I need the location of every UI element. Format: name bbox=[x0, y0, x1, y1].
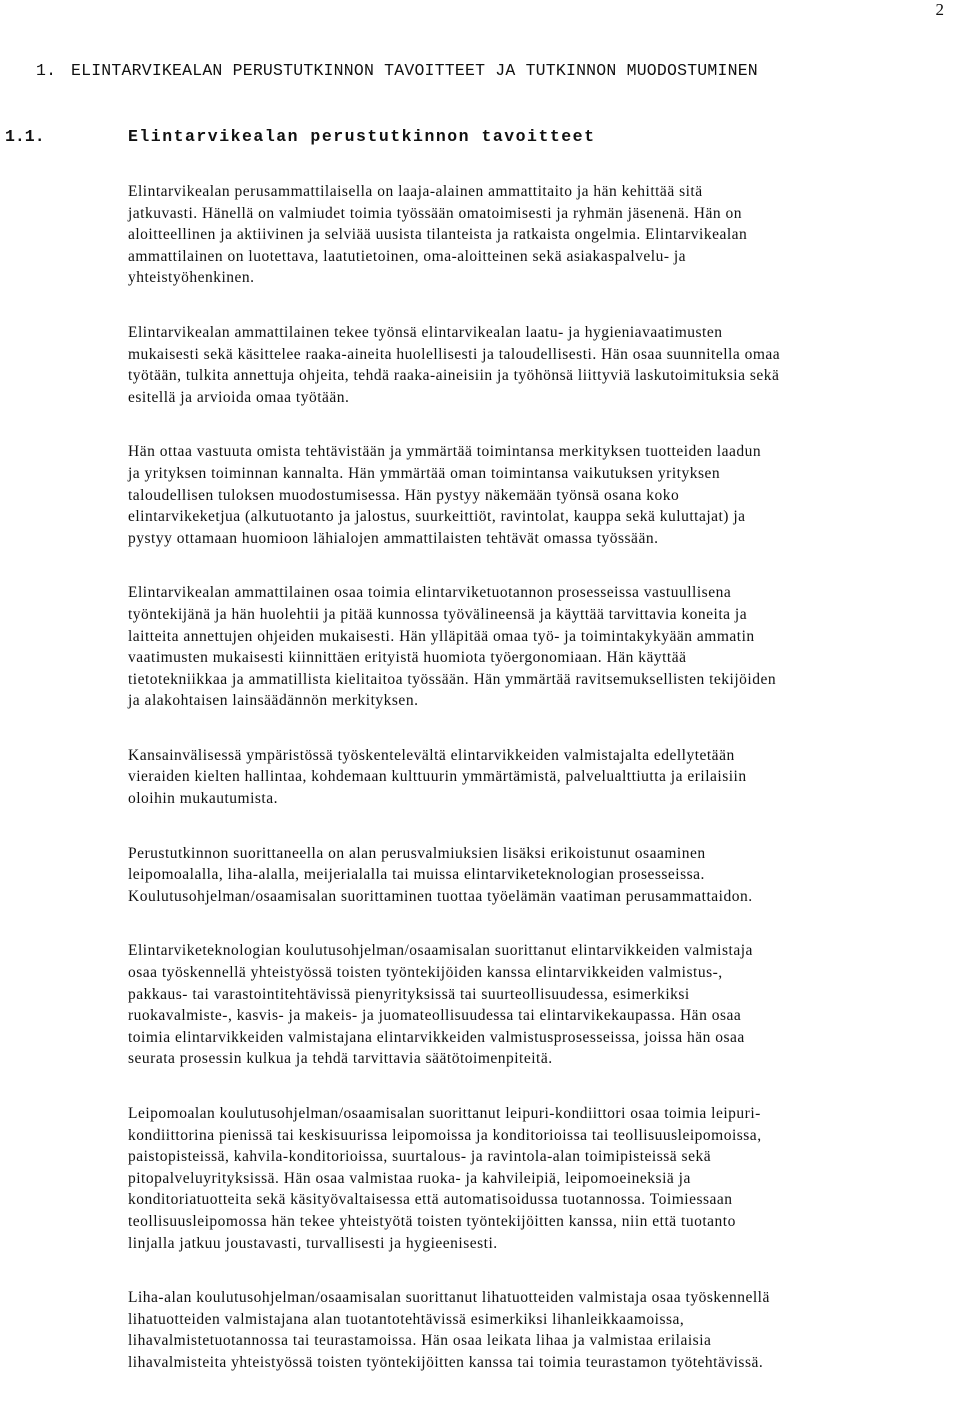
subsection-heading bbox=[5, 126, 595, 147]
paragraph-food-technology: Elintarviketeknologian koulutusohjelman/osaamisalan suorittanut elintarvikkeiden valmistaja osaa työskennellä yhteistyössä toisten työntekijöiden kanssa elintarvikkeiden valmistus-, pakkaus- tai varastointitehtävissä pienyrityksissä tai suurteollisuudessa, esimerkiksi ruokavalmiste-, kasvis- ja makeis- ja juomateollisuudessa tai elintarvikekaupassa. Hän osaa toimia elintarvikkeiden valmistajana elintarvikkeiden valmistusprosesseissa, joissa hän osaa seurata prosessin kulkua ja tehdä tarvittavia säätötoimenpiteitä. bbox=[128, 942, 753, 1068]
paragraph-quality-hygiene: Elintarvikealan ammattilainen tekee työnsä elintarvikealan laatu- ja hygieniavaatimusten mukaisesti sekä käsittelee raaka-aineita huolellisesti ja taloudellisesti. Hän osaa suunnitella omaa työtään, tulkita annettuja ohjeita, tehdä raaka-aineisiin ja työhönsä liittyviä laskutoimituksia sekä esitellä ja arvioida omaa työtään. bbox=[128, 323, 781, 406]
subsection-number: 1.1. bbox=[5, 127, 45, 146]
section-heading bbox=[36, 60, 896, 81]
page-number: 2 bbox=[935, 0, 944, 19]
subsection-title: Elintarvikealan perustutkinnon tavoitteet bbox=[128, 127, 596, 146]
paragraph-specialization: Perustutkinnon suorittaneella on alan perusvalmiuksien lisäksi erikoistunut osaaminen leipomoalalla, liha-alalla, meijerialalla tai muissa elintarviketeknologian prosesseissa. Koulutusohjelman/osaamisalan suorittaminen tuottaa työelämän vaatiman perusammattaidon. bbox=[128, 844, 753, 905]
paragraph-professional-skills: Elintarvikealan perusammattilaisella on laaja-alainen ammattitaito ja hän kehittää sitä jatkuvasti. Hänellä on valmiudet toimia työssään omatoimisesti ja ryhmän jäsenenä. Hän on aloitteellinen ja aktiivinen ja selviää uusista tilanteista ja ratkaista ongelmia. Elintarvikealan ammattilainen on luotettava, laatutietoinen, oma-aloitteinen sekä asiakaspalvelu- ja yhteistyöhenkinen. bbox=[128, 183, 748, 287]
paragraph-international: Kansainvälisessä ympäristössä työskentelevältä elintarvikkeiden valmistajalta edellytetään vieraiden kielten hallintaa, kohdemaan kulttuurin ymmärtämistä, palvelualttiutta ja erilaisiin oloihin mukautumista. bbox=[128, 746, 747, 808]
paragraph-meat: Liha-alan koulutusohjelman/osaamisalan suorittanut lihatuotteiden valmistaja osaa työskennellä lihatuotteiden valmistajana alan tuotantotehtävissä esimerkiksi lihanleikkaamoissa, lihavalmistetuotannossa tai teurastamoissa. Hän osaa leikata lihaa ja valmistaa erilaisia lihavalmisteita yhteistyössä toisten työntekijöitten kanssa tai toimia teurastamon työtehtävissä. bbox=[128, 1289, 770, 1371]
section-title: ELINTARVIKEALAN PERUSTUTKINNON TAVOITTEET JA TUTKINNON MUODOSTUMINEN bbox=[71, 61, 758, 80]
paragraph-production-processes: Elintarvikealan ammattilainen osaa toimia elintarviketuotannon prosesseissa vastuullisena työntekijänä ja hän huolehtii ja pitää kunnossa työvälineensä ja käyttää tarvittavia koneita ja laitteita annettujen ohjeiden mukaisesti. Hän ylläpitää omaa työ- ja toimintakykyään ammatin vaatimusten mukaisesti kiinnittäen erityistä huomiota työergonomiaan. Hän käyttää tietotekniikkaa ja ammatillista kielitaitoa työssään. Hän ymmärtää ravitsemuksellisten tekijöiden ja alakohtaisen lainsäädännön merkityksen. bbox=[128, 584, 777, 710]
document-body bbox=[128, 181, 954, 1407]
paragraph-responsibility: Hän ottaa vastuuta omista tehtävistään ja ymmärtää toimintansa merkityksen tuotteiden laadun ja yrityksen toiminnan kannalta. Hän ymmärtää oman toimintansa vaikutuksen yrityksen taloudellisen tuloksen muodostumisessa. Hän pystyy näkemään työnsä osana koko elintarvikeketjua (alkutuotanto ja jalostus, suurkeittiöt, ravintolat, kauppa sekä kuluttajat) ja pystyy ottamaan huomioon lähialojen ammattilaisten tehtävät omassa työssään. bbox=[128, 443, 762, 547]
section-number: 1. bbox=[36, 61, 57, 80]
paragraph-bakery: Leipomoalan koulutusohjelman/osaamisalan suorittanut leipuri-kondiittori osaa toimia leipuri- kondiittorina pienissä tai keskisuurissa leipomoissa ja konditorioissa tai teollisuusleipomoissa, paistopisteissä, kahvila-konditorioissa, suurtalous- ja ravintola-alan toimipisteissä sekä pitopalveluyrityksissä. Hän osaa valmistaa ruoka- ja kahvileipiä, leipomoeineksiä ja konditoriatuotteita sekä käsityövaltaisessa että automatisoidussa tuotannossa. Toimiessaan teollisuusleipomossa hän tekee yhteistyötä toisten työntekijöitten kanssa, niin että tuotanto linjalla jatkuu joustavasti, turvallisesti ja hygieenisesti. bbox=[128, 1105, 762, 1252]
